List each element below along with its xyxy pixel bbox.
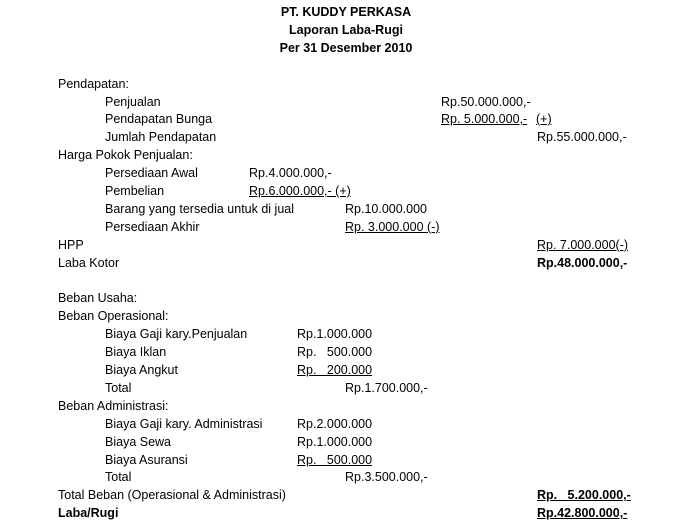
hpp-value: Rp. 7.000.000(-) — [537, 238, 629, 252]
jumlah-pendapatan-label: Jumlah Pendapatan — [105, 130, 217, 144]
total-administrasi-label: Total — [105, 470, 132, 484]
pendapatan-heading: Pendapatan: — [58, 77, 129, 91]
laba-rugi-value: Rp.42.800.000,- — [537, 506, 628, 520]
persediaan-awal-value: Rp.4.000.000,- — [249, 166, 332, 180]
biaya-asuransi-value: Rp. 500.000 — [297, 453, 373, 467]
persediaan-awal-label: Persediaan Awal — [105, 166, 198, 180]
gaji-administrasi-label: Biaya Gaji kary. Administrasi — [105, 417, 263, 431]
report-title: Laporan Laba-Rugi — [289, 23, 403, 37]
biaya-angkut-label: Biaya Angkut — [105, 363, 178, 377]
jumlah-pendapatan-value: Rp.55.000.000,- — [537, 130, 627, 144]
biaya-asuransi-label: Biaya Asuransi — [105, 453, 188, 467]
laba-kotor-label: Laba Kotor — [58, 256, 120, 270]
total-administrasi-value: Rp.3.500.000,- — [345, 470, 428, 484]
biaya-iklan-label: Biaya Iklan — [105, 345, 167, 359]
gaji-penjualan-label: Biaya Gaji kary.Penjualan — [105, 327, 248, 341]
laba-rugi-label: Laba/Rugi — [58, 506, 119, 520]
total-operasional-value: Rp.1.700.000,- — [345, 381, 428, 395]
total-beban-label: Total Beban (Operasional & Administrasi) — [58, 488, 286, 502]
gaji-penjualan-value: Rp.1.000.000 — [297, 327, 373, 341]
biaya-iklan-value: Rp. 500.000 — [297, 345, 373, 359]
persediaan-akhir-label: Persediaan Akhir — [105, 220, 200, 234]
report-period: Per 31 Desember 2010 — [279, 41, 413, 55]
pendapatan-bunga-label: Pendapatan Bunga — [105, 112, 213, 126]
beban-operasional-heading: Beban Operasional: — [58, 309, 169, 323]
beban-usaha-heading: Beban Usaha: — [58, 291, 138, 305]
barang-tersedia-value: Rp.10.000.000 — [345, 202, 428, 216]
biaya-sewa-label: Biaya Sewa — [105, 435, 172, 449]
biaya-sewa-value: Rp.1.000.000 — [297, 435, 373, 449]
company-name: PT. KUDDY PERKASA — [280, 5, 412, 19]
total-operasional-label: Total — [105, 381, 132, 395]
hpp-label: HPP — [58, 238, 84, 252]
gaji-administrasi-value: Rp.2.000.000 — [297, 417, 373, 431]
laba-kotor-value: Rp.48.000.000,- — [537, 256, 628, 270]
persediaan-akhir-value: Rp. 3.000.000 (-) — [345, 220, 440, 234]
pendapatan-bunga-op: (+) — [536, 112, 552, 126]
pembelian-value: Rp.6.000.000,- (+) — [249, 184, 351, 198]
pembelian-label: Pembelian — [105, 184, 165, 198]
hpp-heading: Harga Pokok Penjualan: — [58, 148, 193, 162]
penjualan-label: Penjualan — [105, 95, 161, 109]
biaya-angkut-value: Rp. 200.000 — [297, 363, 373, 377]
beban-administrasi-heading: Beban Administrasi: — [58, 399, 169, 413]
penjualan-value: Rp.50.000.000,- — [441, 95, 531, 109]
total-beban-value: Rp. 5.200.000,- — [537, 488, 631, 502]
barang-tersedia-label: Barang yang tersedia untuk di jual — [105, 202, 295, 216]
pendapatan-bunga-value: Rp. 5.000.000,- — [441, 112, 528, 126]
